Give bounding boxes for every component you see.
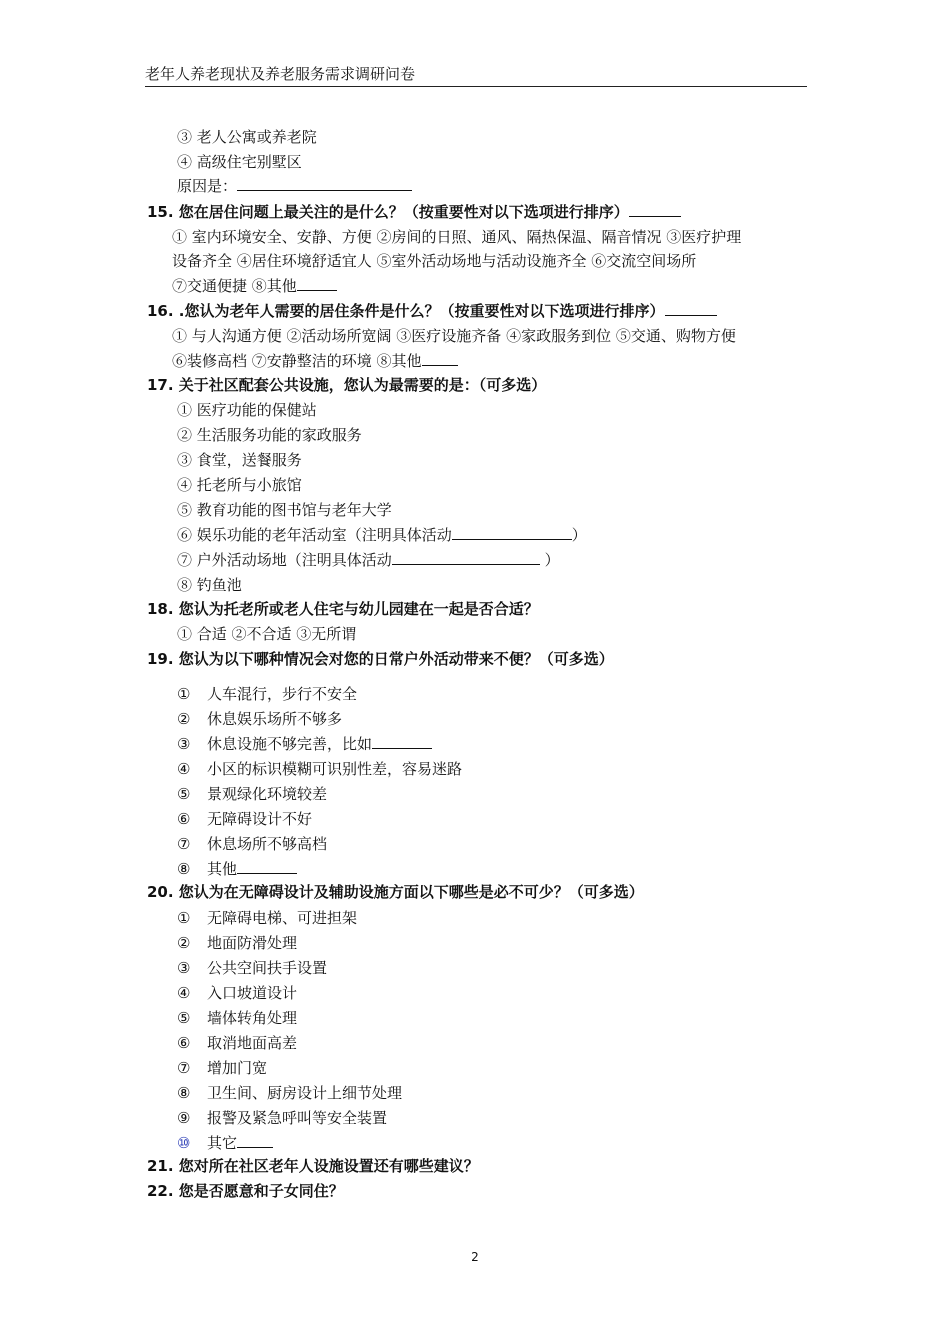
option-line: [172, 276, 337, 296]
answer-blank[interactable]: [392, 550, 540, 565]
option-text: 无障碍设计不好: [207, 810, 313, 828]
question-title: 19. 您认为以下哪种情况会对您的日常户外活动带来不便？（可多选）: [147, 650, 614, 668]
option-line: ④ 托老所与小旅馆: [177, 476, 302, 494]
option-number: ④: [177, 984, 191, 1002]
option-number: ②: [177, 934, 191, 952]
option-text: 增加门宽: [207, 1059, 268, 1077]
option-item: [177, 859, 297, 879]
option-text: 卫生间、厨房设计上细节处理: [207, 1084, 403, 1102]
option-number: ④: [177, 760, 191, 778]
option-item: [177, 1083, 402, 1103]
question-title: 21. 您对所在社区老年人设施设置还有哪些建议？: [147, 1157, 479, 1175]
option-text-end: ）: [571, 526, 587, 544]
option-item: [177, 684, 357, 704]
option-item: [177, 933, 297, 953]
option-number: ⑤: [177, 785, 191, 803]
answer-blank[interactable]: [665, 301, 717, 316]
option-text: ⑥ 娱乐功能的老年活动室（注明具体活动: [177, 526, 452, 544]
option-text: 公共空间扶手设置: [207, 959, 328, 977]
option-number: ①: [177, 685, 191, 703]
question-title: 20. 您认为在无障碍设计及辅助设施方面以下哪些是必不可少？（可多选）: [147, 883, 644, 901]
option-line: ③ 老人公寓或养老院: [177, 128, 317, 146]
option-item: [177, 983, 297, 1003]
page-number: 2: [471, 1250, 479, 1264]
option-text: 地面防滑处理: [207, 934, 298, 952]
question-title: 22. 您是否愿意和子女同住？: [147, 1182, 344, 1200]
question-title: 16. .您认为老年人需要的居住条件是什么？（按重要性对以下选项进行排序）: [147, 302, 665, 320]
option-text: 墙体转角处理: [207, 1009, 298, 1027]
option-line: ⑧ 钓鱼池: [177, 576, 242, 594]
option-line: ② 生活服务功能的家政服务: [177, 426, 362, 444]
question-19: [147, 649, 614, 669]
option-number: ⑦: [177, 835, 191, 853]
option-number: ①: [177, 909, 191, 927]
option-item: [177, 1008, 297, 1028]
question-18: [147, 599, 539, 619]
option-text: 其它: [207, 1134, 238, 1152]
option-item: [177, 1058, 267, 1078]
option-text: ⑥装修高档 ⑦安静整洁的环境 ⑧其他: [172, 352, 422, 370]
option-text: ⑦交通便捷 ⑧其他: [172, 277, 297, 295]
option-number: ③: [177, 735, 191, 753]
answer-blank[interactable]: [372, 734, 432, 749]
option-text-end: ）: [544, 551, 560, 569]
option-number: ⑧: [177, 860, 191, 878]
option-line: ⑤ 教育功能的图书馆与老年大学: [177, 501, 392, 519]
answer-blank[interactable]: [297, 276, 337, 291]
option-item: [177, 1033, 297, 1053]
option-number: ⑥: [177, 810, 191, 828]
option-text: 人车混行，步行不安全: [207, 685, 358, 703]
question-22: [147, 1181, 344, 1201]
option-text: 休息场所不够高档: [207, 835, 328, 853]
option-line: ① 医疗功能的保健站: [177, 401, 317, 419]
option-item: [177, 908, 357, 928]
option-line: [177, 525, 587, 545]
answer-blank[interactable]: [422, 351, 458, 366]
option-text: 休息娱乐场所不够多: [207, 710, 343, 728]
option-text: 其他: [207, 860, 238, 878]
option-number: ⑤: [177, 1009, 191, 1027]
reason-line: [177, 176, 412, 196]
option-item: [177, 709, 342, 729]
option-text: 入口坡道设计: [207, 984, 298, 1002]
option-item: [177, 834, 327, 854]
option-number: ⑧: [177, 1084, 191, 1102]
option-line: [177, 550, 560, 570]
question-title: 17. 关于社区配套公共设施，您认为最需要的是：（可多选）: [147, 376, 547, 394]
option-number: ⑩: [177, 1134, 191, 1152]
option-line: ① 与人沟通方便 ②活动场所宽阔 ③医疗设施齐备 ④家政服务到位 ⑤交通、购物方便: [172, 327, 736, 345]
option-number: ⑨: [177, 1109, 191, 1127]
option-line: [172, 351, 458, 371]
option-number: ⑥: [177, 1034, 191, 1052]
option-text: 小区的标识模糊可识别性差，容易迷路: [207, 760, 463, 778]
option-item: [177, 1108, 387, 1128]
option-text: 休息设施不够完善，比如: [207, 735, 373, 753]
answer-blank[interactable]: [237, 859, 297, 874]
option-text: 报警及紧急呼叫等安全装置: [207, 1109, 388, 1127]
answer-blank[interactable]: [629, 202, 681, 217]
header-title: 老年人养老现状及养老服务需求调研问卷: [145, 65, 416, 83]
question-16: [147, 301, 717, 321]
page-header: [145, 64, 807, 87]
option-text: 景观绿化环境较差: [207, 785, 328, 803]
option-line: ③ 食堂，送餐服务: [177, 451, 302, 469]
option-text: 取消地面高差: [207, 1034, 298, 1052]
option-number: ⑦: [177, 1059, 191, 1077]
option-item: [177, 734, 432, 754]
answer-blank[interactable]: [237, 176, 412, 191]
option-line: ① 室内环境安全、安静、方便 ②房间的日照、通风、隔热保温、隔音情况 ③医疗护理: [172, 228, 742, 246]
option-item: [177, 784, 327, 804]
option-text: 无障碍电梯、可进担架: [207, 909, 358, 927]
question-21: [147, 1156, 479, 1176]
option-line: ④ 高级住宅别墅区: [177, 153, 302, 171]
option-line: 设备齐全 ④居住环境舒适宜人 ⑤室外活动场地与活动设施齐全 ⑥交流空间场所: [172, 252, 697, 270]
option-item: [177, 809, 312, 829]
option-text: ⑦ 户外活动场地（注明具体活动: [177, 551, 392, 569]
question-title: 15. 您在居住问题上最关注的是什么？（按重要性对以下选项进行排序）: [147, 203, 629, 221]
answer-blank[interactable]: [237, 1133, 273, 1148]
question-15: [147, 202, 681, 222]
option-item: [177, 759, 462, 779]
option-item: [177, 958, 327, 978]
question-title: 18. 您认为托老所或老人住宅与幼儿园建在一起是否合适？: [147, 600, 539, 618]
option-item: [177, 1133, 273, 1153]
option-line: ① 合适 ②不合适 ③无所谓: [177, 625, 357, 643]
question-17: [147, 375, 546, 395]
answer-blank[interactable]: [452, 525, 572, 540]
question-20: [147, 882, 644, 902]
option-number: ③: [177, 959, 191, 977]
option-number: ②: [177, 710, 191, 728]
reason-label: 原因是：: [177, 177, 238, 195]
